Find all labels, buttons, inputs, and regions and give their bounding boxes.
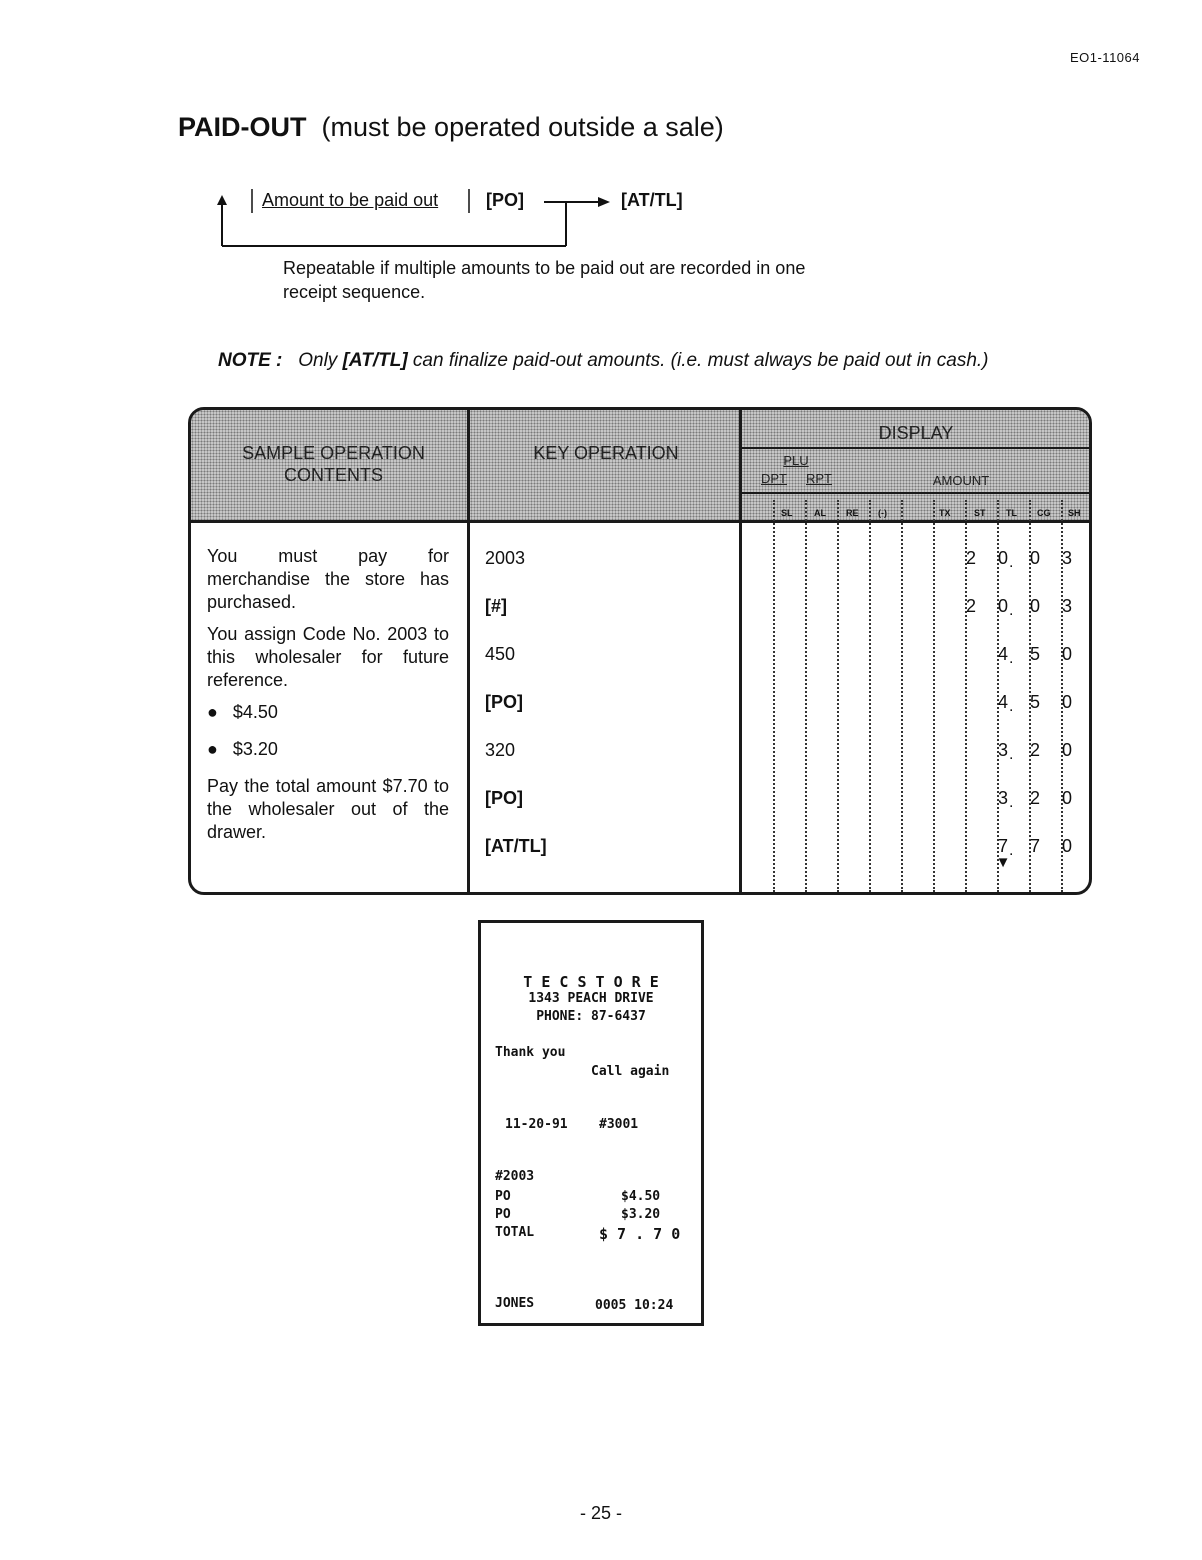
display-digit: 4 [997,644,1008,664]
display-decimal-point: . [1009,794,1014,811]
key-step: 320 [485,740,516,760]
indicator-cg: CG [1037,508,1051,518]
display-decimal-point: . [1009,554,1014,571]
key-step: [AT/TL] [485,836,547,856]
indicator-st: ST [974,508,986,518]
display-digit: 0 [1061,740,1072,760]
indicator-tx: TX [939,508,951,518]
display-decimal-point: . [1009,842,1014,859]
note [218,350,989,372]
bullet-2-text: $3.20 [232,739,278,759]
display-digit: 2 [1029,788,1040,808]
title-keyword: PAID-OUT [178,112,307,142]
note-text-post: can finalize paid-out amounts. (i.e. must always be paid out in cash.) [407,350,989,371]
operation-table [188,407,1092,895]
page-number: - 25 - [579,1503,622,1523]
contents-bullet-2 [207,738,449,761]
display-digit: 3 [1061,596,1072,616]
display-digit: 7 [1029,836,1040,856]
display-digit: 3 [1061,548,1072,568]
indicator-minus: (-) [878,508,887,518]
header-display: DISPLAY [878,423,954,443]
contents-paragraph-2: You assign Code No. 2003 to this wholesaler for future reference. [207,624,449,690]
display-digit: 0 [1061,644,1072,664]
contents-paragraph-1: You must pay for merchandise the store has purchased. [207,546,449,612]
display-digit: 0 [1029,548,1040,568]
header-dpt: DPT [761,471,787,486]
receipt-total-value: $ 7 . 7 0 [599,1225,681,1243]
display-digit: 5 [1029,692,1040,712]
receipt-store-name: T E C S T O R E [523,973,659,991]
receipt-code: #2003 [495,1169,535,1184]
receipt-consecutive-number: #3001 [599,1117,639,1132]
display-digit: 0 [1061,692,1072,712]
display-digit: 0 [997,596,1008,616]
document-id: EO1-11064 [1069,50,1140,65]
receipt-footer: 0005 10:24 [595,1298,674,1313]
key-sequence-diagram [216,185,776,255]
display-decimal-point: . [1009,746,1014,763]
title-qualifier: (must be operated outside a sale) [321,112,724,142]
display-decimal-point: . [1009,698,1014,715]
attl-key-label: [AT/TL] [621,190,683,210]
header-key-operation: KEY OPERATION [533,443,679,463]
bullet-1-text: $4.50 [232,702,278,722]
indicator-sh: SH [1068,508,1081,518]
receipt-total-label: TOTAL [495,1225,535,1240]
receipt-call-again: Call again [591,1064,670,1079]
display-decimal-point: . [1009,602,1014,619]
repeat-note: Repeatable if multiple amounts to be paid out are recorded in one receipt sequence. [283,258,806,302]
header-amount: AMOUNT [932,473,990,488]
receipt-clerk: JONES [495,1296,535,1311]
display-digit: 7 [997,836,1008,856]
indicator-re: RE [846,508,859,518]
contents-bullet-1 [207,701,449,724]
display-digit: 2 [1029,740,1040,760]
receipt-thank-you: Thank you [495,1045,566,1060]
display-digit: 4 [997,692,1008,712]
display-decimal-point: . [1009,650,1014,667]
display-digit: 0 [1061,836,1072,856]
receipt-line-label: PO [495,1207,511,1222]
display-digit: 0 [997,548,1008,568]
header-plu: PLU [783,453,809,468]
key-step: [PO] [485,788,523,808]
key-step: [PO] [485,692,523,712]
key-step: 2003 [485,548,526,568]
receipt [478,920,704,1326]
header-sample-operation: SAMPLE OPERATION CONTENTS [242,443,425,485]
sample-operation-contents [207,545,449,853]
display-digit: 2 [965,548,976,568]
indicator-sl: SL [781,508,793,518]
receipt-address: 1343 PEACH DRIVE [528,991,654,1006]
note-label: NOTE : [218,350,283,371]
key-step: 450 [485,644,516,664]
page-title [178,112,724,143]
indicator-al: AL [814,508,826,518]
po-key-label: [PO] [486,190,524,210]
header-rpt: RPT [806,471,832,486]
display-digit: 5 [1029,644,1040,664]
key-step: [#] [485,596,507,616]
receipt-line-label: PO [495,1189,511,1204]
display-digit: 0 [1061,788,1072,808]
receipt-date: 11-20-91 [505,1117,568,1132]
receipt-phone: PHONE: 87-6437 [536,1009,646,1024]
indicator-tl: TL [1006,508,1017,518]
display-digit: 0 [1029,596,1040,616]
display-digit: 2 [965,596,976,616]
note-text-pre: Only [298,350,343,371]
display-digit: 3 [997,740,1008,760]
display-digit: 3 [997,788,1008,808]
contents-paragraph-3: Pay the total amount $7.70 to the wholesaler out of the drawer. [207,776,449,842]
bullet-icon: ● [207,739,218,759]
receipt-line-value: $4.50 [621,1189,661,1204]
amount-entry-label: Amount to be paid out [262,190,439,210]
bullet-icon: ● [207,702,218,722]
total-indicator-arrow-icon: ▼ [995,854,1011,871]
note-key: [AT/TL] [342,350,408,371]
receipt-line-value: $3.20 [621,1207,661,1222]
